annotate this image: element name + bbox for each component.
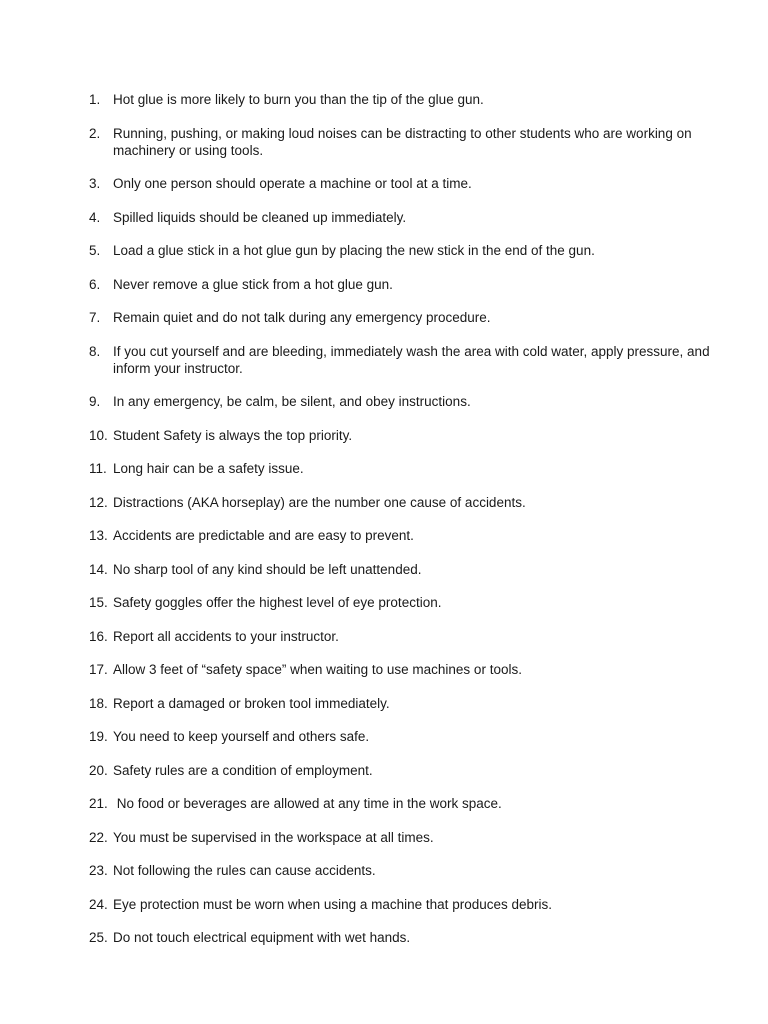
list-item [0, 460, 768, 477]
list-item [0, 494, 768, 511]
item-number: 19. [89, 729, 108, 744]
list-item [0, 896, 768, 913]
item-text: Eye protection must be worn when using a machine that produces debris. [113, 896, 552, 912]
item-text: Running, pushing, or making loud noises can be distracting to other students who are working on machinery or using tools. [113, 125, 692, 158]
list-item [0, 309, 768, 326]
item-number: 5. [89, 243, 101, 258]
item-text: Do not touch electrical equipment with wet hands. [113, 930, 411, 945]
item-number: 14. [89, 561, 108, 577]
list-item [0, 343, 768, 377]
item-text: In any emergency, be calm, be silent, and obey instructions. [113, 394, 471, 409]
item-text: Not following the rules can cause accidents. [113, 863, 376, 878]
list-item [0, 561, 768, 578]
list-item [0, 728, 768, 745]
list-item [0, 795, 768, 812]
item-number: 9. [89, 394, 101, 409]
item-text: Student Safety is always the top priority. [113, 427, 353, 443]
item-text: You must be supervised in the workspace at all times. [113, 829, 434, 845]
item-text: If you cut yourself and are bleeding, immediately wash the area with cold water, apply pressure, and inform your instructor. [113, 343, 710, 376]
item-number: 4. [89, 209, 101, 225]
list-item [0, 427, 768, 444]
item-text: Report a damaged or broken tool immediately. [113, 695, 390, 711]
item-text: No sharp tool of any kind should be left unattended. [113, 561, 422, 577]
item-number: 16. [89, 628, 108, 644]
item-number: 21. [89, 796, 108, 811]
item-number: 10. [89, 427, 108, 443]
item-number: 7. [89, 310, 101, 325]
list-item [0, 125, 768, 159]
item-text: Never remove a glue stick from a hot glue gun. [113, 276, 393, 292]
list-item [0, 695, 768, 712]
item-number: 24. [89, 896, 108, 912]
list-item [0, 829, 768, 846]
item-text: No food or beverages are allowed at any time in the work space. [113, 796, 502, 811]
item-text: Accidents are predictable and are easy to prevent. [113, 528, 414, 543]
list-item [0, 661, 768, 678]
item-text: Remain quiet and do not talk during any emergency procedure. [113, 310, 491, 325]
list-item [0, 929, 768, 946]
item-number: 6. [89, 276, 101, 292]
list-item [0, 242, 768, 259]
list-item [0, 276, 768, 293]
list-item [0, 594, 768, 611]
item-number: 11. [89, 461, 107, 476]
item-number: 3. [89, 176, 101, 191]
item-number: 1. [89, 92, 101, 107]
list-item [0, 527, 768, 544]
list-item [0, 175, 768, 192]
list-item [0, 209, 768, 226]
item-number: 22. [89, 829, 108, 845]
list-item [0, 862, 768, 879]
item-text: You need to keep yourself and others safe. [113, 729, 370, 744]
safety-rules-list [0, 91, 768, 946]
item-text: Long hair can be a safety issue. [113, 461, 304, 476]
item-number: 23. [89, 863, 108, 878]
item-text: Report all accidents to your instructor. [113, 628, 339, 644]
item-text: Hot glue is more likely to burn you than the tip of the glue gun. [113, 92, 484, 107]
item-text: Safety goggles offer the highest level of eye protection. [113, 595, 442, 610]
item-number: 18. [89, 695, 108, 711]
item-text: Distractions (AKA horseplay) are the number one cause of accidents. [113, 494, 526, 510]
item-number: 12. [89, 494, 108, 510]
item-number: 8. [89, 343, 101, 359]
item-text: Load a glue stick in a hot glue gun by placing the new stick in the end of the gun. [113, 243, 595, 258]
list-item [0, 628, 768, 645]
item-text: Only one person should operate a machine or tool at a time. [113, 176, 472, 191]
list-item [0, 762, 768, 779]
list-item [0, 91, 768, 108]
item-text: Spilled liquids should be cleaned up immediately. [113, 209, 407, 225]
list-item [0, 393, 768, 410]
item-text: Safety rules are a condition of employment. [113, 762, 373, 778]
item-text: Allow 3 feet of “safety space” when waiting to use machines or tools. [113, 662, 522, 677]
item-number: 17. [89, 662, 108, 677]
item-number: 25. [89, 930, 108, 945]
item-number: 13. [89, 528, 108, 543]
item-number: 20. [89, 762, 108, 778]
item-number: 15. [89, 595, 108, 610]
item-number: 2. [89, 125, 101, 141]
